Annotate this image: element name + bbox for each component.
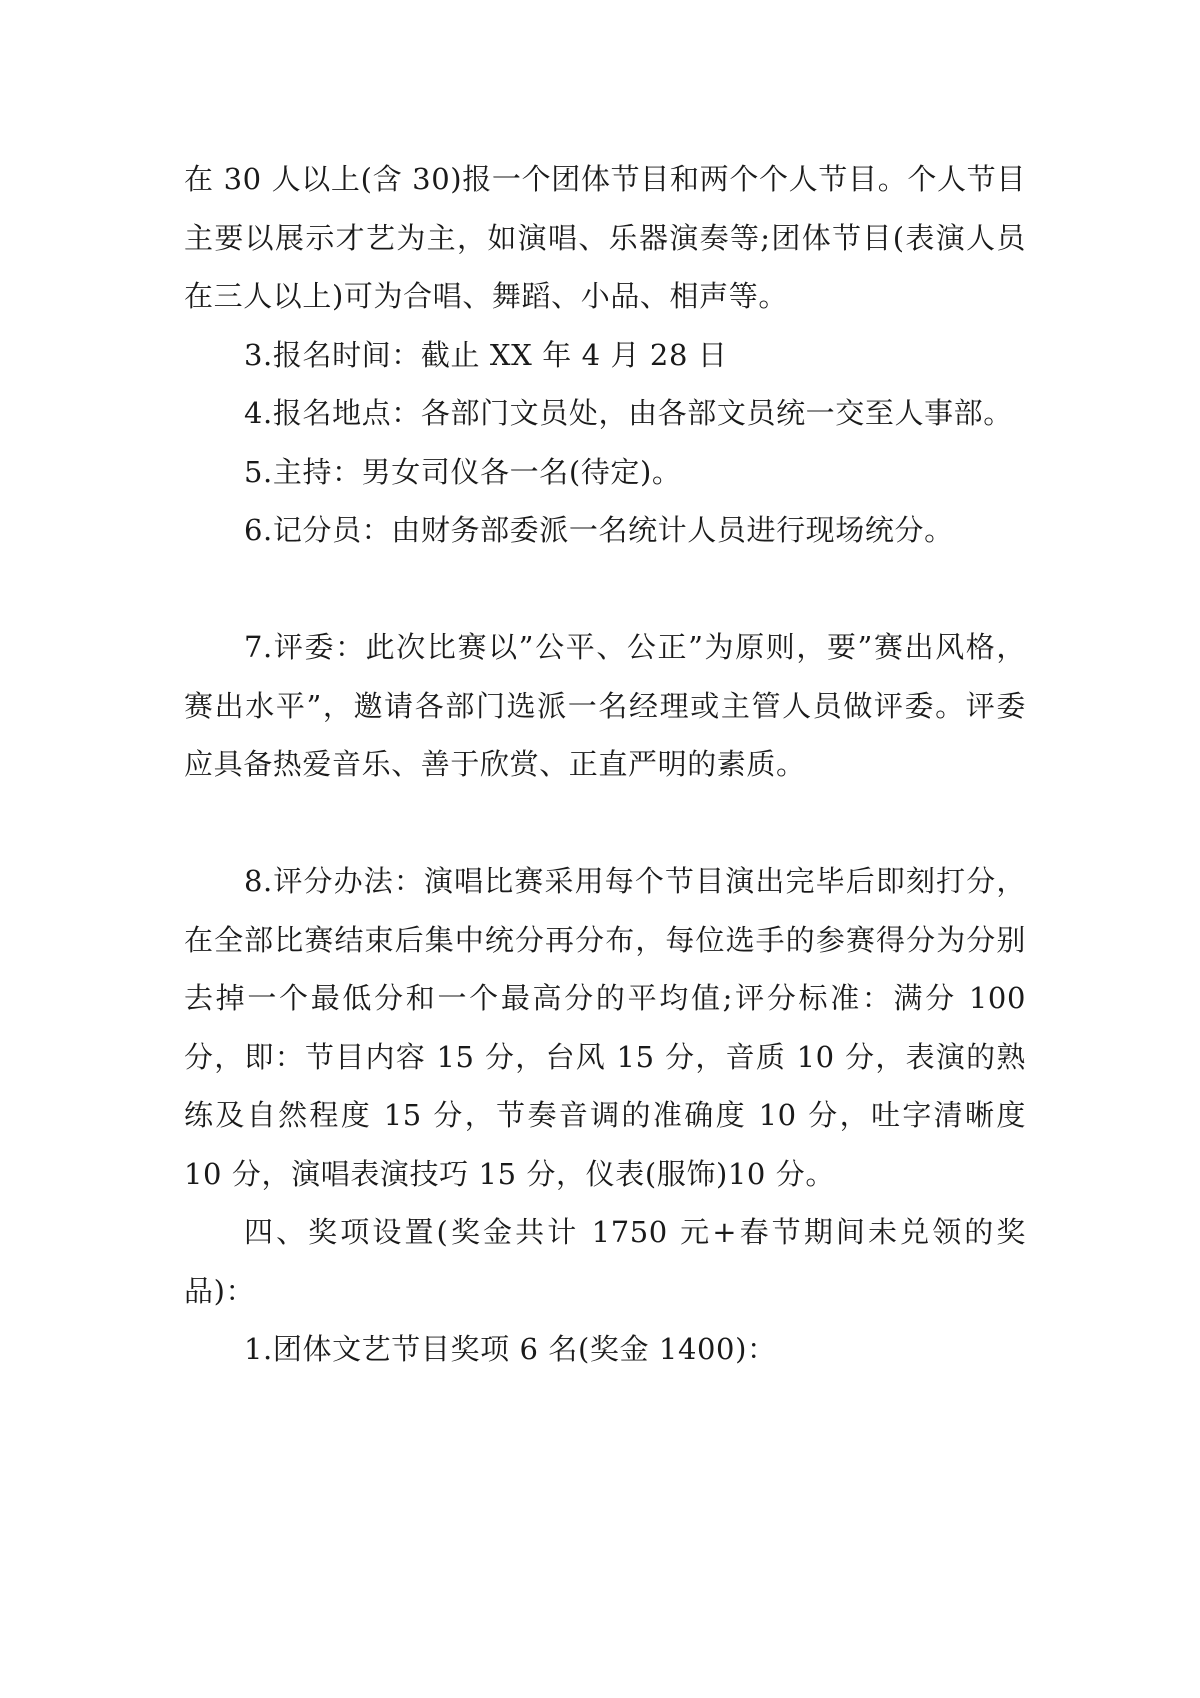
paragraph-scoring-method: 8.评分办法：演唱比赛采用每个节目演出完毕后即刻打分，在全部比赛结束后集中统分再分布，每位选手的参赛得分为分别去掉一个最低分和一个最高分的平均值;评分标准：满分 100 分，即：节目内容 15 分，台风 15 分，音质 10 分，表演的熟练及自然程度 15 分，节奏音调的准确度 10 分，吐字清晰度 10 分，演唱表演技巧 15 分，仪表(服饰)10 分。 — [184, 864, 1026, 1191]
paragraph-registration-location: 4.报名地点：各部门文员处，由各部文员统一交至人事部。 — [244, 396, 1013, 430]
paragraph-host: 5.主持：男女司仪各一名(待定)。 — [244, 454, 682, 489]
paragraph-scorekeeper: 6.记分员：由财务部委派一名统计人员进行现场统分。 — [244, 513, 954, 547]
paragraph-group-registration: 在 30 人以上(含 30)报一个团体节目和两个个人节目。个人节目主要以展示才艺为主，如演唱、乐器演奏等;团体节目(表演人员在三人以上)可为合唱、舞蹈、小品、相声等。 — [184, 162, 1026, 313]
document-body — [184, 150, 1026, 1379]
paragraph-registration-time: 3.报名时间：截止 XX 年 4 月 28 日 — [244, 337, 728, 372]
paragraph-group-awards: 1.团体文艺节目奖项 6 名(奖金 1400)： — [244, 1332, 777, 1366]
blank-line — [184, 560, 1026, 619]
blank-line — [184, 794, 1026, 853]
paragraph-judges: 7.评委：此次比赛以”公平、公正”为原则，要”赛出风格，赛出水平”，邀请各部门选派一名经理或主管人员做评委。评委应具备热爱音乐、善于欣赏、正直严明的素质。 — [184, 630, 1026, 781]
paragraph-awards-heading: 四、奖项设置(奖金共计 1750 元+春节期间未兑领的奖品)： — [184, 1215, 1026, 1308]
